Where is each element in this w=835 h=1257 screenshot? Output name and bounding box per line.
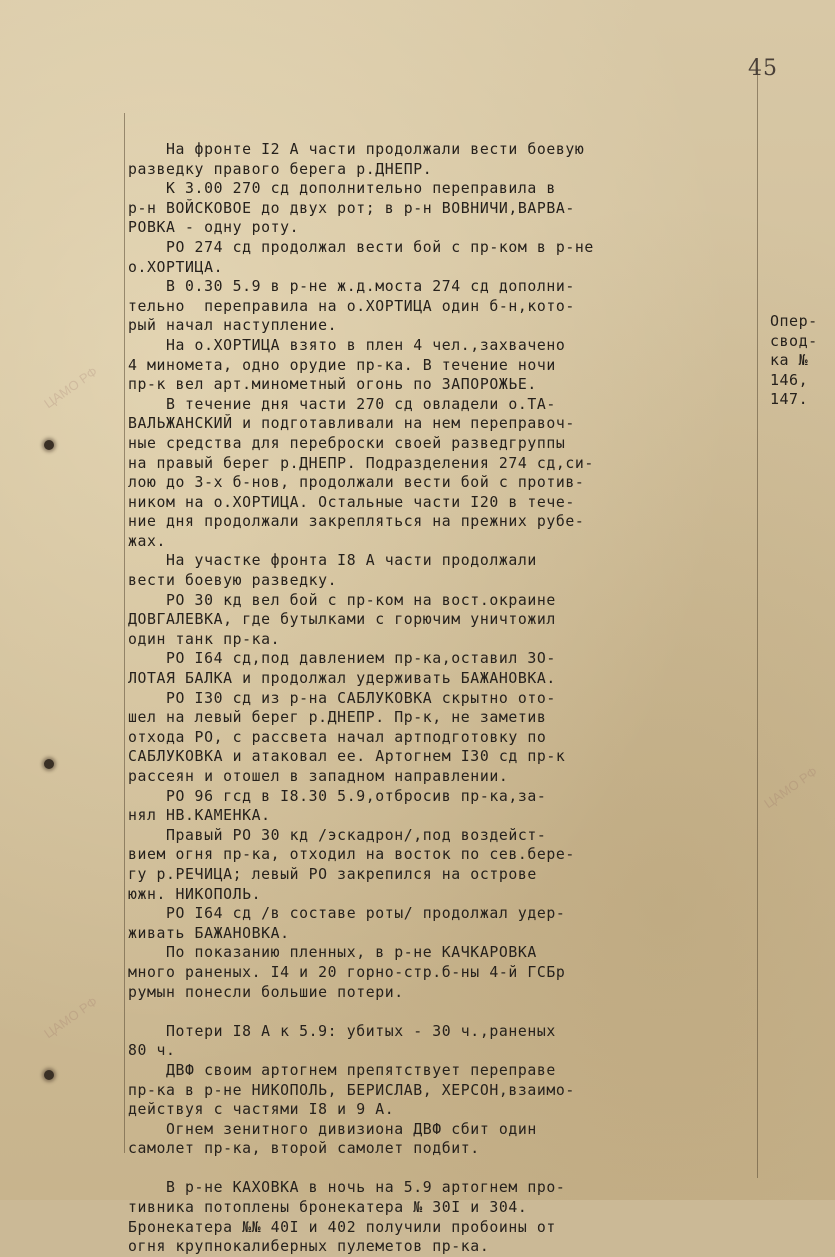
text-line: жах. <box>128 532 167 550</box>
text-line: рый начал наступление. <box>128 317 338 335</box>
punch-hole-icon <box>44 1070 54 1080</box>
text-line: На фронте I2 А части продолжали вести боевую <box>128 141 585 158</box>
margin-note-line: 146, <box>770 370 809 389</box>
punch-hole-icon <box>44 440 54 450</box>
document-body <box>128 140 768 1257</box>
margin-note-line: Опер- <box>770 312 818 330</box>
text-line: САБЛУКОВКА и атаковал ее. Артогнем I30 сд пр-к <box>128 748 566 766</box>
text-line: ДОВГАЛЕВКА, где бутылками с горючим уничтожил <box>128 611 556 629</box>
text-line: вием огня пр-ка, отходил на восток по сев.бере- <box>128 846 575 864</box>
text-line: ные средства для переброски своей разведгруппы <box>128 434 566 452</box>
margin-note <box>770 312 818 410</box>
text-line: В течение дня части 270 сд овладели о.ТА- <box>128 395 556 413</box>
margin-note-line: 147. <box>770 390 809 408</box>
left-margin-line <box>124 113 125 1153</box>
text-line: ВАЛЬЖАНСКИЙ и подготавливали на нем переправоч- <box>128 415 575 433</box>
text-line: р-н ВОЙСКОВОЕ до двух рот; в р-н ВОВНИЧИ,ВАРВА- <box>128 199 575 217</box>
text-line: пр-к вел арт.минометный огонь по ЗАПОРОЖЬЕ. <box>128 376 537 394</box>
text-line: рассеян и отошел в западном направлении. <box>128 768 509 785</box>
text-line: ние дня продолжали закрепляться на прежних рубе- <box>128 513 585 531</box>
text-line: ДВФ своим артогнем препятствует переправе <box>128 1061 556 1079</box>
text-line: тивника потоплены бронекатера № 30I и 304. <box>128 1199 528 1217</box>
text-line: тельно переправила на о.ХОРТИЦА один б-н,кото- <box>128 297 575 315</box>
margin-note-line: ка № <box>770 351 809 369</box>
text-line: разведку правого берега р.ДНЕПР. <box>128 160 433 178</box>
text-line: К 3.00 270 сд дополнительно переправила в <box>128 180 556 198</box>
text-line: пр-ка в р-не НИКОПОЛЬ, БЕРИСЛАВ, ХЕРСОН,взаимо- <box>128 1081 575 1099</box>
text-line: румын понесли большие потери. <box>128 983 404 1001</box>
text-line: В р-не КАХОВКА в ночь на 5.9 артогнем про- <box>128 1179 566 1197</box>
text-line: Правый РО 30 кд /эскадрон/,под воздейст- <box>128 826 547 844</box>
text-line: РОВКА - одну роту. <box>128 219 300 237</box>
text-line: шел на левый берег р.ДНЕПР. Пр-к, не заметив <box>128 709 547 727</box>
text-line: о.ХОРТИЦА. <box>128 258 224 276</box>
text-line: РО I64 сд /в составе роты/ продолжал удер- <box>128 905 566 923</box>
text-line: РО I30 сд из р-на САБЛУКОВКА скрытно ото- <box>128 689 556 707</box>
page-number: 45 <box>748 56 778 81</box>
archive-watermark: ЦАМО РФ <box>761 763 821 812</box>
text-line: РО 30 кд вел бой с пр-ком на вост.окраине <box>128 591 556 609</box>
text-line: вести боевую разведку. <box>128 572 338 590</box>
text-line: РО I64 сд,под давлением пр-ка,оставил ЗО- <box>128 650 556 668</box>
text-line: РО 274 сд продолжал вести бой с пр-ком в р-не <box>128 238 594 256</box>
text-line: нял НВ.КАМЕНКА. <box>128 807 271 825</box>
text-line: отхода РО, с рассвета начал артподготовку по <box>128 728 547 746</box>
archive-watermark: ЦАМО РФ <box>41 363 101 412</box>
text-line <box>128 1159 768 1179</box>
text-line: 4 минометa, одно орудие пр-ка. В течение ночи <box>128 356 556 374</box>
text-line: лою до 3-х б-нов, продолжали вести бой с против- <box>128 474 585 492</box>
text-line: огня крупнокалиберных пулеметов пр-ка. <box>128 1238 490 1256</box>
text-line: много раненых. I4 и 20 горно-стр.б-ны 4-й ГСБр <box>128 963 566 981</box>
text-line: гу р.РЕЧИЦА; левый РО закрепился на острове <box>128 865 537 883</box>
text-line: действуя с частями I8 и 9 А. <box>128 1101 395 1119</box>
text-line: живать БАЖАНОВКА. <box>128 924 290 942</box>
text-line: На о.ХОРТИЦА взято в плен 4 чел.,захвачено <box>128 336 566 354</box>
punch-hole-icon <box>44 759 54 769</box>
text-line: По показанию пленных, в р-не КАЧКАРОВКА <box>128 944 537 962</box>
text-line: один танк пр-ка. <box>128 630 281 648</box>
text-line: ЛОТАЯ БАЛКА и продолжал удерживать БАЖАНОВКА. <box>128 670 556 688</box>
text-line: РО 96 гсд в I8.30 5.9,отбросив пр-ка,за- <box>128 787 547 805</box>
text-line: В 0.30 5.9 в р-не ж.д.моста 274 сд дополни- <box>128 278 575 296</box>
text-line <box>128 1002 768 1022</box>
text-line: южн. НИКОПОЛЬ. <box>128 885 262 903</box>
margin-note-line: свод- <box>770 331 818 350</box>
text-line: 80 ч. <box>128 1042 176 1060</box>
text-line: Бронекатера №№ 40I и 402 получили пробоины от <box>128 1218 556 1236</box>
text-line: ником на о.ХОРТИЦА. Остальные части I20 в тече- <box>128 493 575 511</box>
archive-watermark: ЦАМО РФ <box>41 993 101 1042</box>
text-line: На участке фронта I8 А части продолжали <box>128 552 537 570</box>
text-line: на правый берег р.ДНЕПР. Подразделения 274 сд,си- <box>128 454 594 472</box>
text-line: самолет пр-ка, второй самолет подбит. <box>128 1140 480 1158</box>
text-line: Огнем зенитного дивизиона ДВФ сбит один <box>128 1120 537 1138</box>
text-line: Потери I8 А к 5.9: убитых - 30 ч.,раненых <box>128 1022 556 1040</box>
